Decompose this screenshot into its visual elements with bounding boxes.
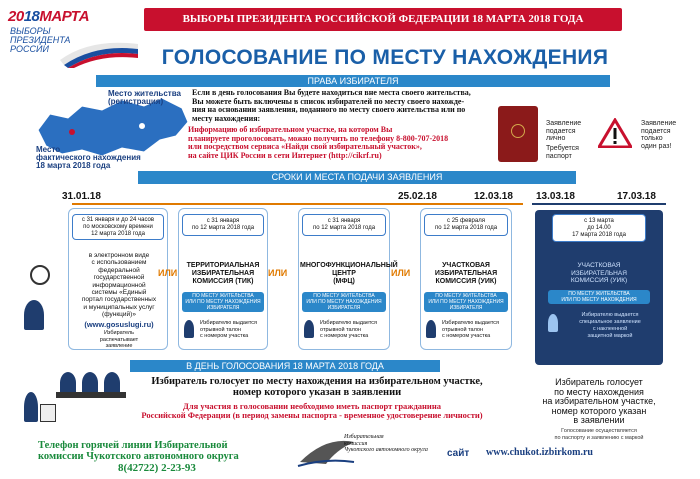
person-icon xyxy=(548,314,558,332)
rights-text: Если в день голосования Вы будете находиться вне места своего жительства, Вы можете быть включены в список избирателей по месту своего нахожде- ния на основании заявления, поданного по месту своего жительства или по месту нахождения: xyxy=(192,88,471,123)
passport-needed-note: Требуется паспорт xyxy=(546,145,579,160)
column-mfc-issue: Избирателю выдается отрывной талон с номером участка xyxy=(320,320,378,339)
clock-icon xyxy=(30,265,50,285)
person-icon xyxy=(426,320,436,338)
column-uik-period: с 25 февраля по 12 марта 2018 года xyxy=(424,214,508,236)
date-start: 31.01.18 xyxy=(62,191,101,202)
column-tik-where: ПО МЕСТУ ЖИТЕЛЬСТВА ИЛИ ПО МЕСТУ НАХОЖДЕНИЯ ИЗБИРАТЕЛЯ xyxy=(182,292,264,312)
commission-label: Избирательная комиссия Чукотского автономного округа xyxy=(344,434,428,453)
person-icon xyxy=(304,320,314,338)
column-tik-issue: Избирателю выдается отрывной талон с номером участка xyxy=(200,320,258,339)
page-title: ГОЛОСОВАНИЕ ПО МЕСТУ НАХОЖДЕНИЯ xyxy=(161,46,609,69)
voter-icon xyxy=(82,372,98,394)
passport-icon xyxy=(498,106,538,162)
column-uik-where: ПО МЕСТУ ЖИТЕЛЬСТВА ИЛИ ПО МЕСТУ НАХОЖДЕНИЯ ИЗБИРАТЕЛЯ xyxy=(424,292,508,312)
rights-bar: ПРАВА ИЗБИРАТЕЛЯ xyxy=(96,75,610,87)
or-label-3: ИЛИ xyxy=(391,268,411,278)
person-icon xyxy=(184,320,194,338)
column-mfc-period: с 31 января по 12 марта 2018 года xyxy=(302,214,386,236)
ballot-box-icon xyxy=(40,404,56,422)
column-uik-org: УЧАСТКОВАЯ ИЗБИРАТЕЛЬНАЯ КОМИССИЯ (УИК) xyxy=(434,262,498,285)
date-mar12: 12.03.18 xyxy=(474,191,513,202)
column-late-issue: Избирателю выдается специальное заявление с наклеенной защитной маркой xyxy=(579,312,641,339)
vote-right-note: Голосование осуществляется по паспорту и заявлению с маркой xyxy=(554,428,644,441)
or-label-2: ИЛИ xyxy=(268,268,288,278)
date-mar17: 17.03.18 xyxy=(617,191,656,202)
date-feb: 25.02.18 xyxy=(398,191,437,202)
residence-label: Место жительства (регистрация) xyxy=(108,89,181,106)
personal-note: Заявление подается лично xyxy=(546,120,582,142)
vote-right-text: Избиратель голосует по месту нахождения на избирательном участке, номер которого указан в заявлении xyxy=(542,377,656,425)
actual-location-label: Место фактического нахождения 18 марта 2018 года xyxy=(36,145,141,170)
column-late-where: ПО МЕСТУ ЖИТЕЛЬСТВА ИЛИ ПО МЕСТУ НАХОЖДЕНИЯ xyxy=(548,290,650,304)
logo-subtitle: ВЫБОРЫ ПРЕЗИДЕНТА РОССИИ xyxy=(10,26,71,54)
column-late-period: с 13 марта до 14.00 17 марта 2018 года xyxy=(552,214,646,242)
timeline-line-late xyxy=(532,203,666,205)
warning-icon xyxy=(598,118,632,148)
once-note: Заявление подается только один раз! xyxy=(641,120,677,150)
header-red-bar: ВЫБОРЫ ПРЕЗИДЕНТА РОССИЙСКОЙ ФЕДЕРАЦИИ 18 МАРТА 2018 ГОДА xyxy=(144,8,622,31)
column-online-period: с 31 января и до 24 часов по московскому времени 12 марта 2018 года xyxy=(72,214,164,240)
vote-passport-text: Для участия в голосовании необходимо иметь паспорт гражданина Российской Федерации (в период замены паспорта - временное удостоверение личности) xyxy=(141,401,483,420)
vote-main-text: Избиратель голосует по месту нахождения на избирательном участке, номер которого указан в заявлении xyxy=(151,376,483,398)
hotline-text: Телефон горячей линии Избирательной комиссии Чукотского автономного округа xyxy=(38,440,239,462)
column-online-note: Избиратель распечатывает заявление xyxy=(99,330,139,349)
column-tik-org: ТЕРРИТОРИАЛЬНАЯ ИЗБИРАТЕЛЬНАЯ КОМИССИЯ (ТИК) xyxy=(186,262,260,285)
voter-icon xyxy=(24,392,38,422)
day-vote-bar: В ДЕНЬ ГОЛОСОВАНИЯ 18 МАРТА 2018 ГОДА xyxy=(130,360,440,372)
date-mar13: 13.03.18 xyxy=(536,191,575,202)
site-label: сайт xyxy=(447,448,470,459)
gosuslugi-link[interactable]: (www.gosuslugi.ru) xyxy=(84,320,154,329)
column-mfc-where: ПО МЕСТУ ЖИТЕЛЬСТВА ИЛИ ПО МЕСТУ НАХОЖДЕНИЯ ИЗБИРАТЕЛЯ xyxy=(302,292,386,312)
or-label-1: ИЛИ xyxy=(158,268,178,278)
site-link[interactable]: www.chukot.izbirkom.ru xyxy=(486,447,593,458)
column-tik-period: с 31 января по 12 марта 2018 года xyxy=(182,214,264,236)
flag-ribbon-icon xyxy=(60,38,138,68)
column-late-org: УЧАСТКОВАЯ ИЗБИРАТЕЛЬНАЯ КОМИССИЯ (УИК) xyxy=(570,262,628,284)
terms-bar: СРОКИ И МЕСТА ПОДАЧИ ЗАЯВЛЕНИЯ xyxy=(138,171,576,184)
voter-icon xyxy=(60,372,76,394)
column-uik-issue: Избирателю выдается отрывной талон с номером участка xyxy=(442,320,500,339)
timeline-line xyxy=(72,203,523,205)
column-online-body: в электронном виде с использованием федеральной государственной информационной системы «Единый портал государственных и муниципальных услуг (функций)» xyxy=(81,252,157,319)
info-text: Информацию об избирательном участке, на котором Вы планируете проголосовать, можно получить по телефону 8-800-707-2018 или посредством сервиса «Найди свой избирательный участок», на сайте ЦИК России в сети Интернет (http://cikrf.ru) xyxy=(188,125,449,160)
logo-year: 2018МАРТА xyxy=(8,8,90,25)
voter-person-icon xyxy=(24,300,44,330)
column-mfc-org: МНОГОФУНКЦИОНАЛЬНЫЙ ЦЕНТР (МФЦ) xyxy=(300,262,398,285)
hotline-phone[interactable]: 8(42722) 2-23-93 xyxy=(118,462,196,474)
